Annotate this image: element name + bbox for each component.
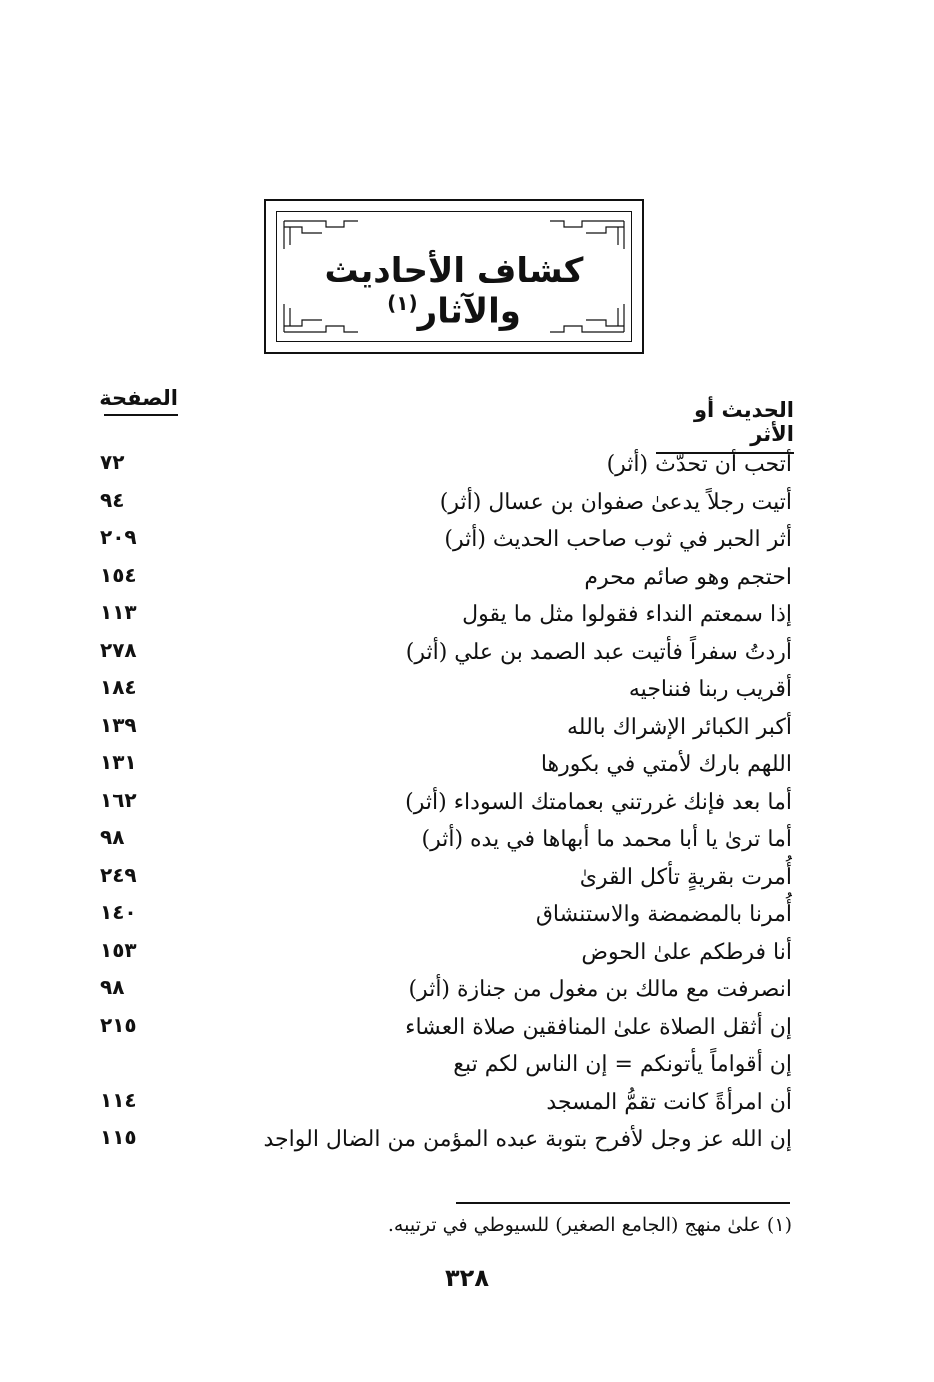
index-row <box>0 675 934 713</box>
index-row <box>0 825 934 863</box>
index-row <box>0 1125 934 1163</box>
hadith-text: أن امرأةً كانت تقمُّ المسجد <box>546 1089 792 1115</box>
page-column-header: الصفحة <box>104 386 178 416</box>
index-row <box>0 900 934 938</box>
hadith-text: احتجم وهو صائم محرم <box>584 564 792 590</box>
page-ref: ٢٤٩ <box>100 862 137 887</box>
footnote-marker: (١) <box>387 291 418 315</box>
index-row <box>0 713 934 751</box>
title-frame <box>264 199 644 354</box>
page-ref: ١٦٢ <box>100 787 137 812</box>
hadith-text: أتحب أن تحدّث (أثر) <box>606 452 792 477</box>
page-ref: ١٣٩ <box>100 712 137 737</box>
index-row <box>0 600 934 638</box>
page-ref: ٩٨ <box>100 975 125 999</box>
hadith-text: إذا سمعتم النداء فقولوا مثل ما يقول <box>462 602 792 627</box>
page-ref: ١١٥ <box>100 1125 137 1149</box>
index-row <box>0 488 934 526</box>
hadith-text: أُمرت بقريةٍ تأكل القرىٰ <box>579 864 792 890</box>
hadith-text: أنا فرطكم علىٰ الحوض <box>581 939 792 965</box>
index-row <box>0 450 934 488</box>
hadith-text: أثر الحبر في ثوب صاحب الحديث (أثر) <box>444 527 792 552</box>
hadith-text: أتيت رجلاً يدعىٰ صفوان بن عسال (أثر) <box>439 489 792 515</box>
page-ref: ١٨٤ <box>100 675 137 699</box>
footnote: (١) علىٰ منهج (الجامع الصغير) للسيوطي في ترتيبه. <box>387 1214 792 1236</box>
hadith-text: إن أقواماً يأتونكم = إن الناس لكم تبع <box>453 1052 792 1077</box>
hadith-text: انصرفت مع مالك بن مغول من جنازة (أثر) <box>408 977 792 1002</box>
page-ref: ٢٧٨ <box>100 637 137 662</box>
hadith-text: أكبر الكبائر الإشراك بالله <box>567 714 792 740</box>
page-ref: ١١٣ <box>100 600 137 624</box>
page-ref: ١٥٤ <box>100 562 137 587</box>
index-row <box>0 975 934 1013</box>
index-title <box>266 251 642 331</box>
page-ref: ٩٤ <box>100 487 125 512</box>
hadith-text: أقريب ربنا فنناجيه <box>628 677 792 702</box>
index-title-text: كشاف الأحاديث والآثار <box>324 251 584 332</box>
index-row <box>0 863 934 901</box>
footnote-divider <box>456 1202 790 1204</box>
page-ref: ١١٤ <box>100 1087 137 1112</box>
index-row <box>0 750 934 788</box>
index-row <box>0 1050 934 1088</box>
hadith-text: أما بعد فإنك غررتني بعمامتك السوداء (أثر) <box>405 789 792 815</box>
hadith-text: إن الله عز وجل لأفرح بتوبة عبده المؤمن من الضال الواجد <box>263 1127 792 1152</box>
index-entries <box>0 450 934 1163</box>
index-row <box>0 563 934 601</box>
index-row <box>0 788 934 826</box>
hadith-text: أما ترىٰ يا أبا محمد ما أبهاها في يده (أثر) <box>421 827 792 852</box>
hadith-text: أُمرنا بالمضمضة والاستنشاق <box>535 902 792 927</box>
hadith-text: أردتُ سفراً فأتيت عبد الصمد بن علي (أثر) <box>405 639 792 665</box>
page-ref: ٧٢ <box>100 450 125 474</box>
page-ref: ٢١٥ <box>100 1012 137 1037</box>
hadith-column-header: الحديث أو الأثر <box>656 398 794 454</box>
index-row <box>0 638 934 676</box>
hadith-text: إن أثقل الصلاة علىٰ المنافقين صلاة العشاء <box>405 1014 792 1040</box>
index-row <box>0 1013 934 1051</box>
page-number: ٣٢٨ <box>445 1264 489 1292</box>
index-row <box>0 1088 934 1126</box>
page-ref: ١٥٣ <box>100 937 137 962</box>
hadith-text: اللهم بارك لأمتي في بكورها <box>540 752 792 777</box>
index-row <box>0 938 934 976</box>
index-row <box>0 525 934 563</box>
page-ref: ٩٨ <box>100 825 125 849</box>
page-ref: ١٤٠ <box>100 900 137 924</box>
page-ref: ١٣١ <box>100 750 137 774</box>
page-ref: ٢٠٩ <box>100 525 137 549</box>
